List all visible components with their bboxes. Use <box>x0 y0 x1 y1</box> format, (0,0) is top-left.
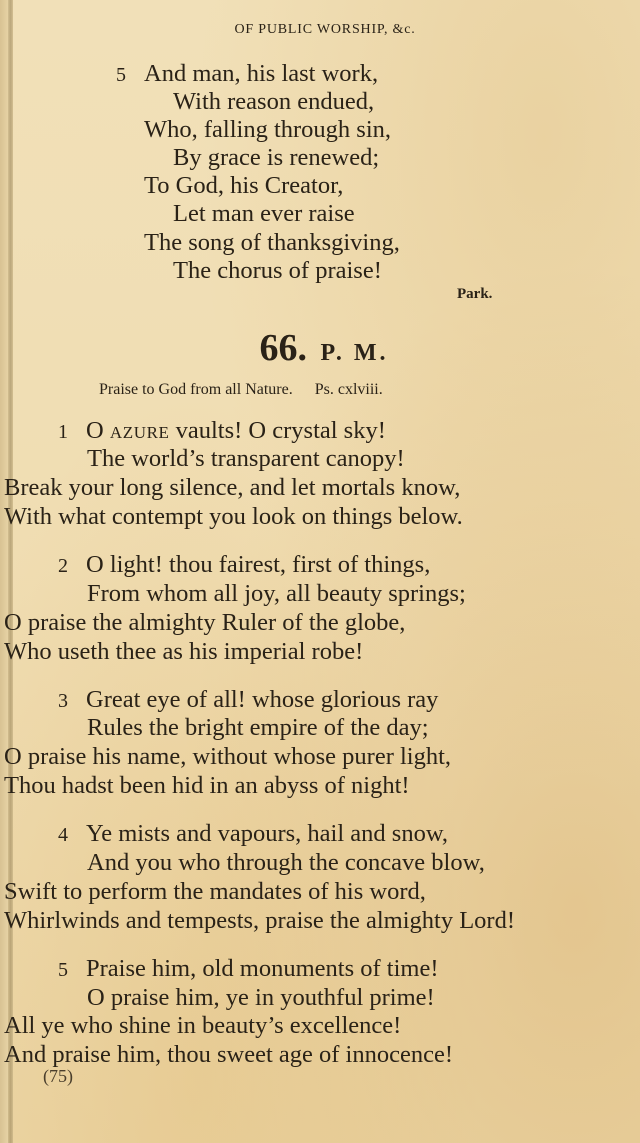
verse-line: Swift to perform the mandates of his word, <box>4 878 426 905</box>
page-number: (75) <box>43 1066 73 1086</box>
verse-line: The world’s transparent canopy! <box>87 445 405 472</box>
hymn-meter: P. M. <box>320 340 389 366</box>
verse-line: With reason endued, <box>173 88 375 115</box>
verse-line: Who, falling through sin, <box>144 116 392 143</box>
hymn-author: Park. <box>457 286 493 302</box>
verse-line: Who useth thee as his imperial robe! <box>4 638 364 665</box>
verse-number: 2 <box>58 555 68 577</box>
verse-number: 4 <box>58 824 68 846</box>
verse-line: Rules the bright empire of the day; <box>87 714 429 741</box>
verse-line: 4 Ye mists and vapours, hail and snow, <box>58 820 449 847</box>
verse-line: The song of thanksgiving, <box>144 229 400 256</box>
verse-line: O praise the almighty Ruler of the globe, <box>4 609 406 636</box>
small-caps-word: azure <box>109 417 170 444</box>
verse-line: 2 O light! thou fairest, first of things, <box>58 551 431 578</box>
verse-line: Thou hadst been hid in an abyss of night! <box>4 772 410 799</box>
verse-number: 5 <box>116 64 126 86</box>
verse-number: 5 <box>58 959 68 981</box>
verse-line: All ye who shine in beauty’s excellence! <box>4 1012 402 1039</box>
verse-line: By grace is renewed; <box>173 144 380 171</box>
verse-number: 3 <box>58 690 68 712</box>
verse-line: O praise his name, without whose purer light, <box>4 743 452 770</box>
verse-line: 3 Great eye of all! whose glorious ray <box>58 686 439 713</box>
binding-gutter <box>8 0 13 1143</box>
verse-line: 1 O azure vaults! O crystal sky! <box>58 417 386 444</box>
verse-line: The chorus of praise! <box>173 257 382 284</box>
verse-line: Break your long silence, and let mortals know, <box>4 474 461 501</box>
verse-line: From whom all joy, all beauty springs; <box>87 580 466 607</box>
verse-line: And praise him, thou sweet age of innocence! <box>4 1041 454 1068</box>
verse-line: Let man ever raise <box>173 200 355 227</box>
verse-line: Whirlwinds and tempests, praise the almighty Lord! <box>4 907 515 934</box>
verse-line: 5 And man, his last work, <box>116 60 379 87</box>
binding-shadow <box>0 0 8 1143</box>
verse-number: 1 <box>58 421 68 443</box>
running-head: OF PUBLIC WORSHIP, &c. <box>234 22 416 37</box>
hymn-title <box>0 326 640 375</box>
hymn-subject: Praise to God from all Nature. <box>99 381 293 398</box>
verse-line: 5 Praise him, old monuments of time! <box>58 955 439 982</box>
hymn-subtitle <box>99 381 383 399</box>
verse-line: O praise him, ye in youthful prime! <box>87 984 435 1011</box>
verse-line: With what contempt you look on things below. <box>4 503 463 530</box>
hymn-number: 66. <box>259 327 307 369</box>
verse-line: To God, his Creator, <box>144 172 344 199</box>
scripture-reference: Ps. cxlviii. <box>314 381 383 398</box>
verse-line: And you who through the concave blow, <box>87 849 485 876</box>
